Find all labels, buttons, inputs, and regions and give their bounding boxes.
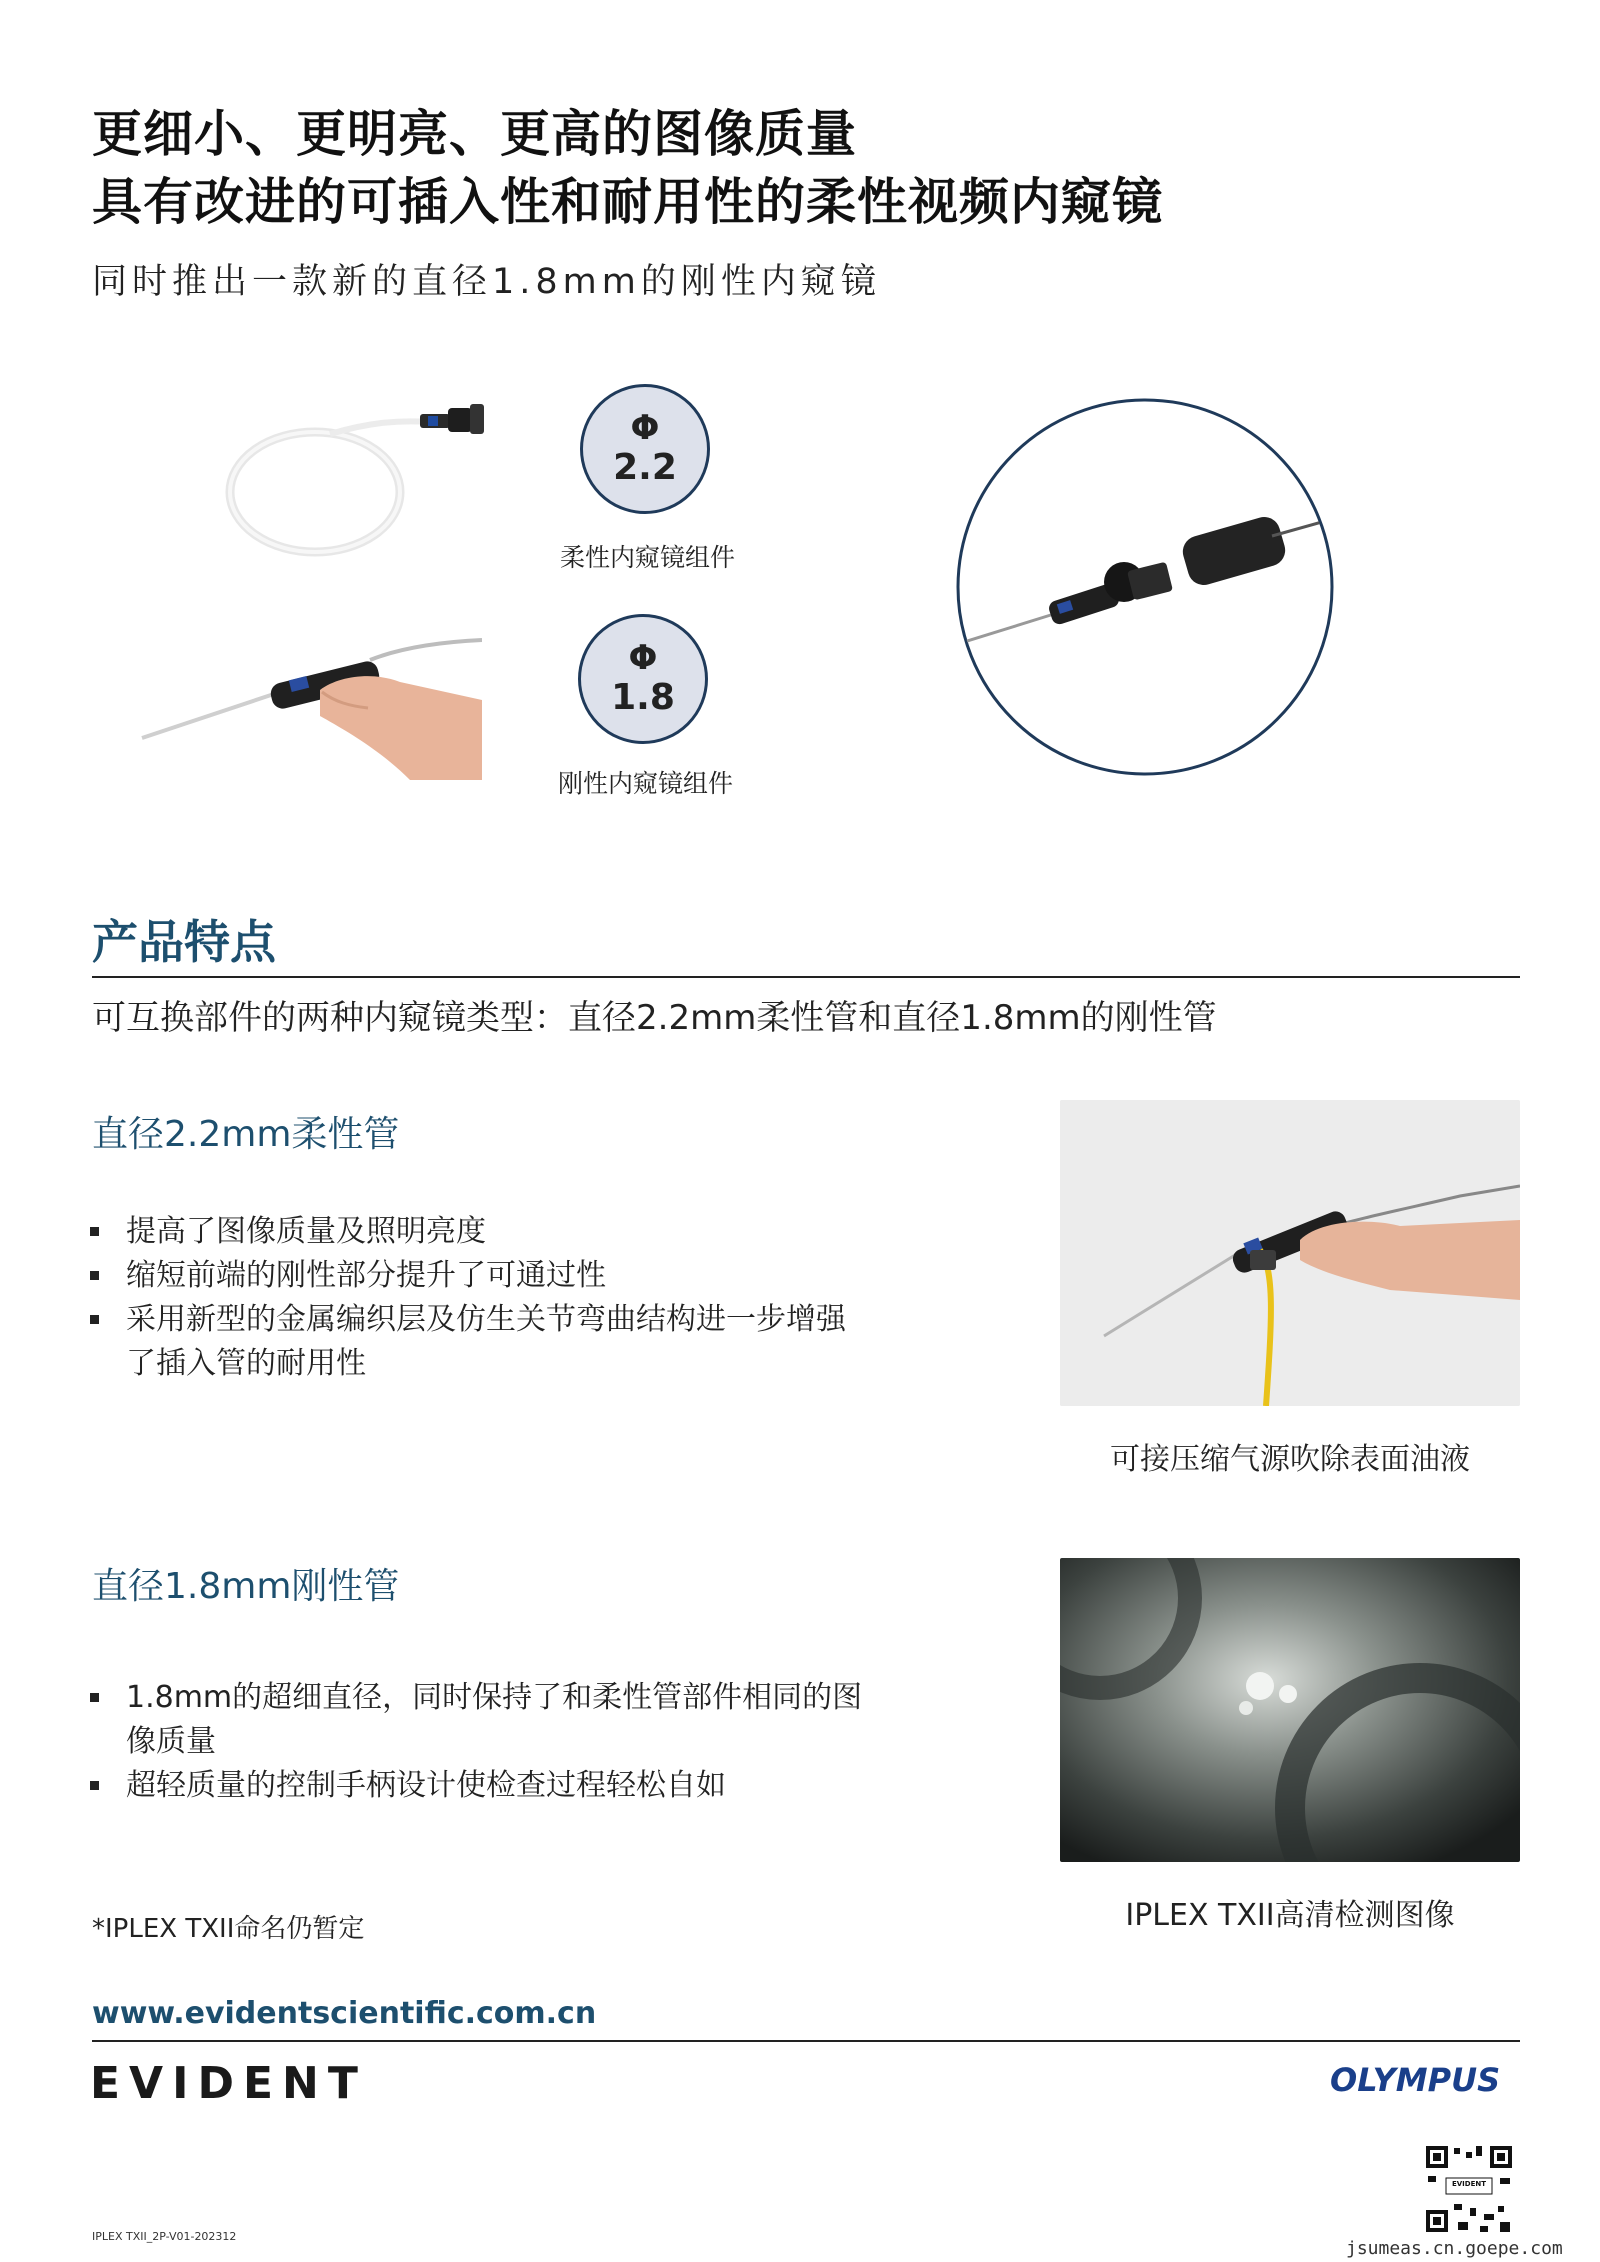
rigid-scope-hand-image: [140, 620, 482, 780]
footer-divider: [92, 2040, 1520, 2042]
air-blow-photo: [1060, 1100, 1520, 1406]
rigid-tube-bullets: [88, 1676, 868, 1808]
page-title-line1: 更细小、更明亮、更高的图像质量: [92, 105, 857, 163]
source-watermark: jsumeas.cn.goepe.com: [1346, 2238, 1563, 2259]
list-item: 采用新型的金属编织层及仿生关节弯曲结构进一步增强了插入管的耐用性: [88, 1298, 868, 1386]
rigid-tube-heading: 直径1.8mm刚性管: [92, 1566, 400, 1607]
phi-symbol: Φ: [628, 638, 658, 678]
inspection-image-caption: IPLEX TXII高清检测图像: [1125, 1898, 1455, 1933]
diameter-value: 1.8: [611, 677, 675, 718]
naming-note: *IPLEX TXII命名仍暂定: [92, 1914, 365, 1944]
diameter-badge-2-2: [580, 384, 710, 514]
section-divider: [92, 976, 1520, 978]
flexible-scope-image: [220, 392, 490, 572]
flex-tube-heading: 直径2.2mm柔性管: [92, 1114, 400, 1155]
list-item: 超轻质量的控制手柄设计使检查过程轻松自如: [88, 1764, 868, 1808]
page-title-line2: 具有改进的可插入性和耐用性的柔性视频内窥镜: [92, 173, 1163, 231]
badge-caption-rigid: 刚性内窥镜组件: [558, 769, 734, 798]
badge-caption-flex: 柔性内窥镜组件: [560, 543, 736, 572]
diameter-badge-1-8: [578, 614, 708, 744]
phi-symbol: Φ: [630, 408, 660, 448]
qr-label: EVIDENT: [1451, 2180, 1487, 2188]
features-section-title: 产品特点: [92, 915, 276, 969]
list-item: 提高了图像质量及照明亮度: [88, 1210, 868, 1254]
inspection-image-photo: [1060, 1558, 1520, 1862]
diameter-value: 2.2: [613, 447, 677, 488]
list-item: 1.8mm的超细直径，同时保持了和柔性管部件相同的图像质量: [88, 1676, 868, 1764]
flex-tube-bullets: [88, 1210, 868, 1386]
olympus-logo: OLYMPUS: [1330, 2061, 1501, 2099]
evident-logo: EVIDENT: [90, 2058, 367, 2109]
qr-code: [1424, 2144, 1514, 2234]
features-lead: 可互换部件的两种内窥镜类型：直径2.2mm柔性管和直径1.8mm的刚性管: [92, 998, 1217, 1038]
document-id: IPLEX TXII_2P-V01-202312: [92, 2230, 237, 2243]
list-item: 缩短前端的刚性部分提升了可通过性: [88, 1254, 868, 1298]
air-blow-caption: 可接压缩气源吹除表面油液: [1110, 1442, 1470, 1477]
connector-detail-image: [954, 396, 1336, 778]
page-subtitle: 同时推出一款新的直径1.8mm的刚性内窥镜: [92, 262, 881, 302]
website-link[interactable]: www.evidentscientific.com.cn: [92, 1996, 597, 2031]
